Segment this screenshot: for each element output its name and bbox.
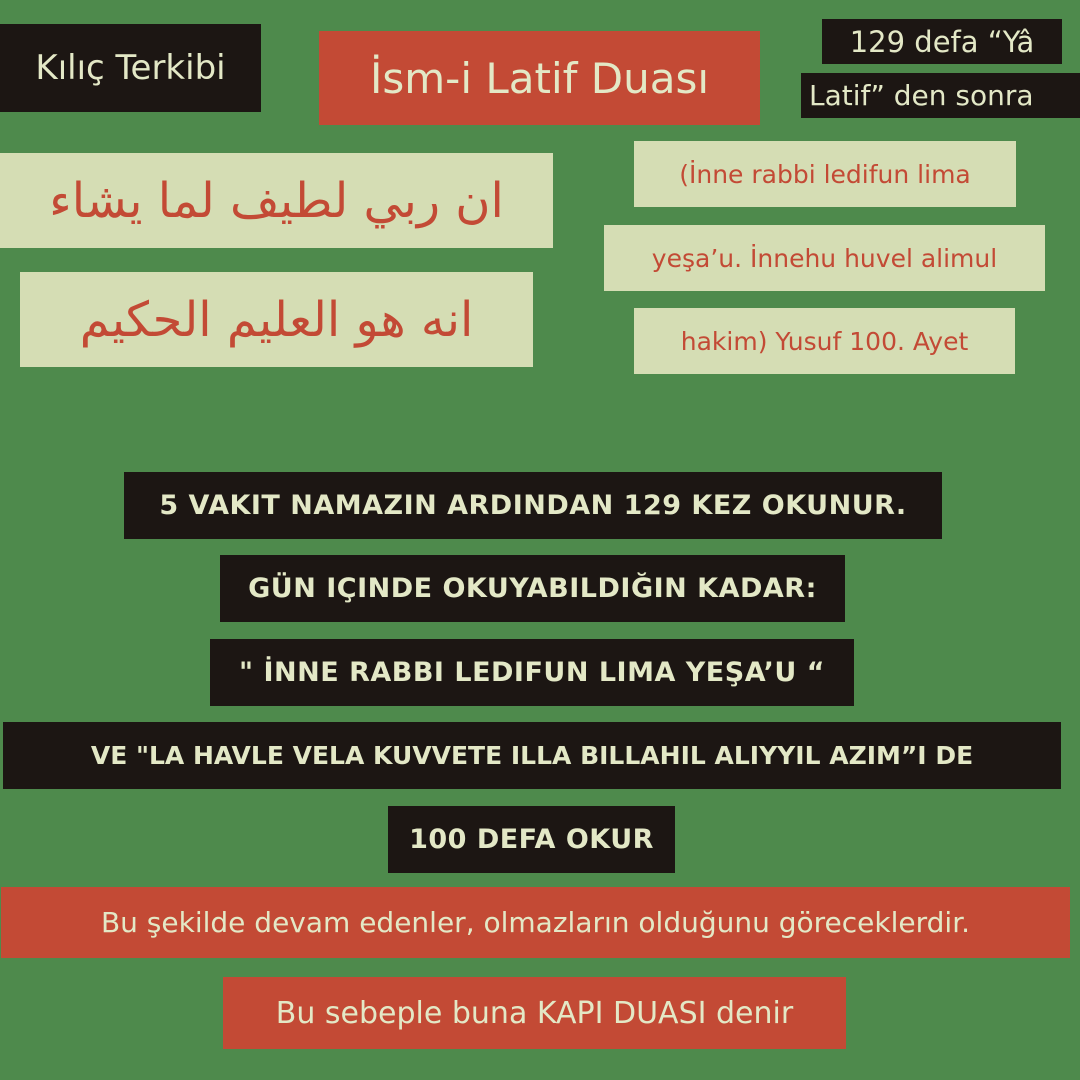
instruction-line: VE "LA HAVLE VELA KUVVETE ILLA BILLAHIL ALIYYIL AZIM”I DE <box>3 722 1061 789</box>
kilic-terkibi-label: Kılıç Terkibi <box>0 24 261 112</box>
arabic-verse-line-2: انه هو العليم الحكيم <box>20 272 533 367</box>
result-statement: Bu şekilde devam edenler, olmazların olduğunu göreceklerdir. <box>1 887 1070 958</box>
transliteration-line-3: hakim) Yusuf 100. Ayet <box>634 308 1015 374</box>
instruction-line: " İNNE RABBI LEDIFUN LIMA YEŞA’U “ <box>210 639 854 706</box>
kapi-duasi-statement: Bu sebeple buna KAPI DUASI denir <box>223 977 846 1049</box>
transliteration-line-1: (İnne rabbi ledifun lima <box>634 141 1016 207</box>
repeat-note-line-2: Latif” den sonra <box>801 73 1080 118</box>
instruction-line: 100 DEFA OKUR <box>388 806 675 873</box>
instruction-line: 5 VAKIT NAMAZIN ARDINDAN 129 KEZ OKUNUR. <box>124 472 942 539</box>
transliteration-line-2: yeşa’u. İnnehu huvel alimul <box>604 225 1045 291</box>
instruction-line: GÜN IÇINDE OKUYABILDIĞIN KADAR: <box>220 555 845 622</box>
arabic-verse-line-1: ان ربي لطيف لما يشاء <box>0 153 553 248</box>
page-title: İsm-i Latif Duası <box>319 31 760 125</box>
repeat-note-line-1: 129 defa “Yâ <box>822 19 1062 64</box>
